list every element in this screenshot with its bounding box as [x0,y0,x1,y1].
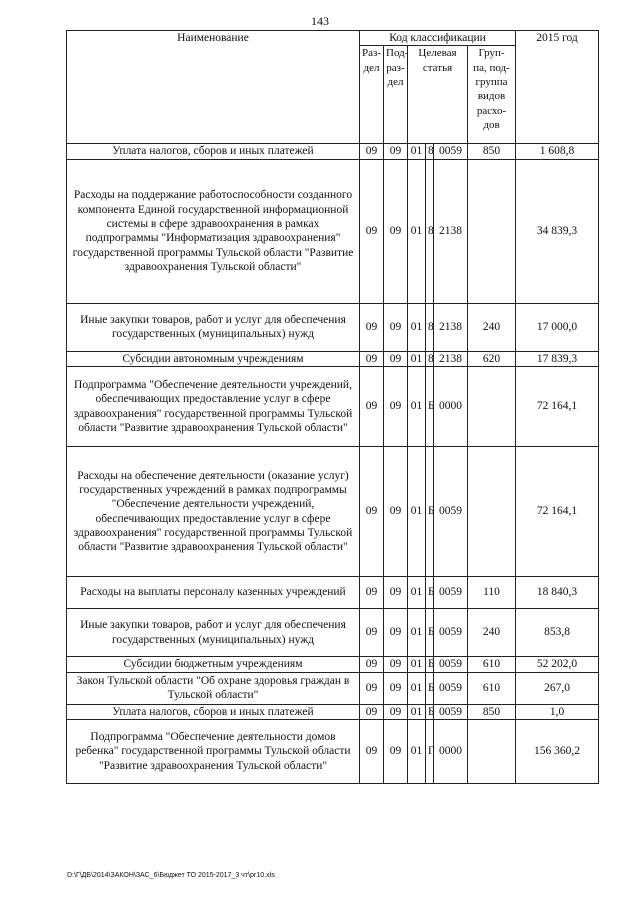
table-row [67,447,599,577]
row-razdel: 09 [360,447,384,577]
row-target-code: 2138 [434,159,468,303]
row-target-code: 0059 [434,144,468,159]
row-target-program: 01 [408,577,426,609]
header-razdel: Раз- дел [360,46,384,144]
row-name: Расходы на поддержание работоспособности созданного компонента Единой государственной информационной системы в сфере здравоохранения в рамках подпрограммы "Информатизация здравоохранения" государственной программы Тульской области "Развитие здравоохранения Тульской области" [67,159,360,303]
table-row [67,719,599,783]
row-target-subprogram: Б [426,367,434,447]
row-target-subprogram: Б [426,704,434,719]
row-sum: 1,0 [516,704,599,719]
row-name: Иные закупки товаров, работ и услуг для обеспечения государственных (муниципальных) нужд [67,303,360,351]
row-target-subprogram: 8 [426,351,434,366]
row-name: Расходы на обеспечение деятельности (оказание услуг) государственных учреждений в рамках подпрограммы "Обеспечение деятельности учреждений, обеспечивающих предоставление услуг в сфере здравоохранения" государственной программы Тульской области "Развитие здравоохранения Тульской области" [67,447,360,577]
table-row [67,577,599,609]
row-target-code: 0059 [434,657,468,672]
table-body [67,144,599,784]
row-target-program: 01 [408,351,426,366]
row-name: Субсидии автономным учреждениям [67,351,360,366]
header-name: Наименование [67,31,360,144]
table-row [67,144,599,159]
row-podrazdel: 09 [384,577,408,609]
row-target-code: 0059 [434,704,468,719]
row-razdel: 09 [360,704,384,719]
row-group [468,159,516,303]
row-target-program: 01 [408,657,426,672]
row-podrazdel: 09 [384,704,408,719]
row-name: Подпрограмма "Обеспечение деятельности учреждений, обеспечивающих предоставление услуг в сфере здравоохранения" государственной программы Тульской области "Развитие здравоохранения Тульской области" [67,367,360,447]
row-name: Иные закупки товаров, работ и услуг для обеспечения государственных (муниципальных) нужд [67,609,360,657]
row-target-program: 01 [408,672,426,704]
row-sum: 17 000,0 [516,303,599,351]
row-target-code: 0059 [434,672,468,704]
row-sum: 17 839,3 [516,351,599,366]
row-podrazdel: 09 [384,367,408,447]
row-target-program: 01 [408,159,426,303]
row-name: Расходы на выплаты персоналу казенных учреждений [67,577,360,609]
budget-table [66,30,599,784]
row-target-code: 0000 [434,367,468,447]
row-target-code: 2138 [434,351,468,366]
table-row [67,609,599,657]
row-podrazdel: 09 [384,144,408,159]
header-code-group: Код классификации [360,31,516,46]
row-razdel: 09 [360,351,384,366]
row-target-subprogram: Б [426,657,434,672]
row-podrazdel: 09 [384,719,408,783]
row-target-subprogram: Б [426,447,434,577]
row-sum: 853,8 [516,609,599,657]
table-row [67,303,599,351]
table-row [67,351,599,366]
table-row [67,672,599,704]
row-target-subprogram: 8 [426,303,434,351]
row-sum: 72 164,1 [516,367,599,447]
row-name: Закон Тульской области "Об охране здоровья граждан в Тульской области" [67,672,360,704]
row-group: 240 [468,303,516,351]
row-group: 110 [468,577,516,609]
row-target-code: 2138 [434,303,468,351]
row-podrazdel: 09 [384,657,408,672]
row-group: 610 [468,672,516,704]
row-group: 850 [468,144,516,159]
row-target-subprogram: 8 [426,159,434,303]
table-row [67,704,599,719]
row-razdel: 09 [360,609,384,657]
row-target-code: 0059 [434,609,468,657]
row-target-code: 0059 [434,447,468,577]
row-target-subprogram: Б [426,577,434,609]
row-razdel: 09 [360,159,384,303]
row-razdel: 09 [360,657,384,672]
header-podrazdel: Под- раз- дел [384,46,408,144]
row-name: Подпрограмма "Обеспечение деятельности домов ребенка" государственной программы Тульской области "Развитие здравоохранения Тульской области" [67,719,360,783]
row-group: 620 [468,351,516,366]
table-header [67,31,599,144]
row-target-subprogram: Б [426,672,434,704]
row-group: 610 [468,657,516,672]
row-sum: 18 840,3 [516,577,599,609]
row-group: 850 [468,704,516,719]
row-target-program: 01 [408,609,426,657]
row-name: Уплата налогов, сборов и иных платежей [67,144,360,159]
row-sum: 156 360,2 [516,719,599,783]
row-podrazdel: 09 [384,672,408,704]
row-razdel: 09 [360,303,384,351]
row-razdel: 09 [360,672,384,704]
row-group: 240 [468,609,516,657]
page-number: 143 [311,14,329,28]
row-target-code: 0000 [434,719,468,783]
table-row [67,657,599,672]
table-row [67,367,599,447]
row-target-subprogram: Г [426,719,434,783]
row-razdel: 09 [360,144,384,159]
row-podrazdel: 09 [384,303,408,351]
row-podrazdel: 09 [384,447,408,577]
row-razdel: 09 [360,367,384,447]
row-sum: 52 202,0 [516,657,599,672]
row-podrazdel: 09 [384,609,408,657]
row-target-subprogram: Б [426,609,434,657]
table-row [67,159,599,303]
row-sum: 267,0 [516,672,599,704]
row-target-code: 0059 [434,577,468,609]
row-sum: 72 164,1 [516,447,599,577]
header-target: Целевая статья [408,46,468,144]
row-group [468,447,516,577]
row-name: Субсидии бюджетным учреждениям [67,657,360,672]
row-razdel: 09 [360,577,384,609]
row-target-program: 01 [408,303,426,351]
row-group [468,367,516,447]
row-name: Уплата налогов, сборов и иных платежей [67,704,360,719]
row-target-program: 01 [408,144,426,159]
row-target-program: 01 [408,704,426,719]
row-target-subprogram: 8 [426,144,434,159]
header-year: 2015 год [516,31,599,144]
row-target-program: 01 [408,719,426,783]
row-razdel: 09 [360,719,384,783]
row-target-program: 01 [408,447,426,577]
row-podrazdel: 09 [384,351,408,366]
row-podrazdel: 09 [384,159,408,303]
header-group: Груп- па, под- группа видов расхо- дов [468,46,516,144]
row-group [468,719,516,783]
row-sum: 1 608,8 [516,144,599,159]
file-path-footer: D:\Г\ДБ\2014\ЗАКОН\ЗАС_6\Бюджет ТО 2015-2017_3 чт\рг10.xls [67,872,275,879]
row-sum: 34 839,3 [516,159,599,303]
row-target-program: 01 [408,367,426,447]
